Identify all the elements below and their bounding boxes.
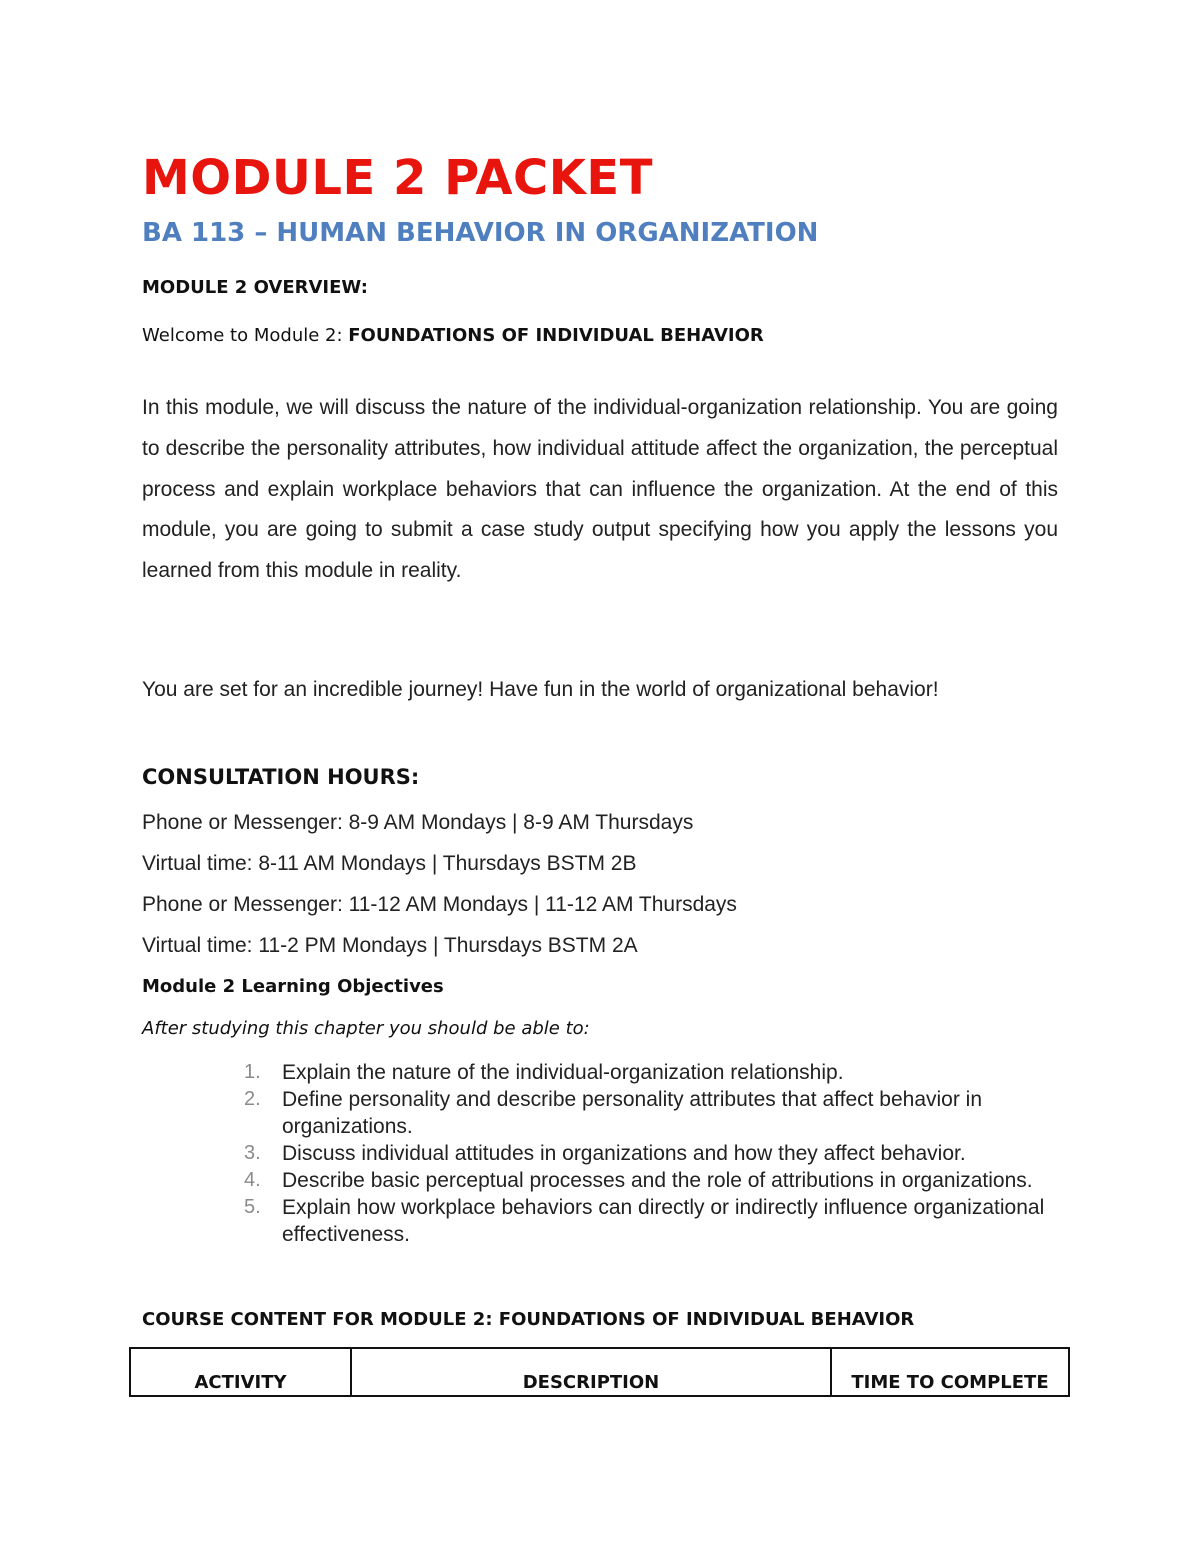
objective-item <box>240 1086 1060 1140</box>
overview-heading: MODULE 2 OVERVIEW: <box>142 277 368 298</box>
course-subtitle: BA 113 – HUMAN BEHAVIOR IN ORGANIZATION <box>142 218 819 248</box>
objective-number: 3. <box>244 1142 261 1164</box>
column-header-time: TIME TO COMPLETE <box>831 1348 1069 1396</box>
consultation-item: Phone or Messenger: 8-9 AM Mondays | 8-9 AM Thursdays <box>142 811 694 834</box>
objective-number: 4. <box>244 1169 261 1191</box>
objective-item <box>240 1059 1060 1086</box>
consultation-item: Phone or Messenger: 11-12 AM Mondays | 11-12 AM Thursdays <box>142 893 737 916</box>
column-header-description: DESCRIPTION <box>351 1348 831 1396</box>
objective-number: 1. <box>244 1061 261 1083</box>
welcome-prefix: Welcome to Module 2: <box>142 325 349 346</box>
consultation-heading: CONSULTATION HOURS: <box>142 765 420 789</box>
intro-paragraph: In this module, we will discuss the nature of the individual-organization relationship. You are going to describe the personality attributes, how individual attitude affect the organization, the perceptual process and explain workplace behaviors that can influence the organization. At the end of this module, you are going to submit a case study output specifying how you apply the lessons you learned from this module in reality. <box>142 396 1058 583</box>
course-content-table <box>129 1347 1070 1397</box>
consultation-list <box>142 808 737 972</box>
column-header-activity: ACTIVITY <box>130 1348 351 1396</box>
page-title: MODULE 2 PACKET <box>142 150 653 206</box>
course-content-heading: COURSE CONTENT FOR MODULE 2: FOUNDATIONS OF INDIVIDUAL BEHAVIOR <box>142 1309 915 1330</box>
objective-text: Define personality and describe personality attributes that affect behavior in organizations. <box>282 1088 983 1138</box>
consultation-item: Virtual time: 11-2 PM Mondays | Thursdays BSTM 2A <box>142 934 638 957</box>
table-header-row <box>130 1348 1069 1396</box>
objective-number: 2. <box>244 1088 261 1110</box>
welcome-line <box>142 325 764 346</box>
objectives-heading: Module 2 Learning Objectives <box>142 976 444 997</box>
module-topic: FOUNDATIONS OF INDIVIDUAL BEHAVIOR <box>348 325 764 346</box>
objective-item <box>240 1194 1060 1248</box>
objective-text: Explain the nature of the individual-organization relationship. <box>282 1061 844 1084</box>
objective-text: Describe basic perceptual processes and the role of attributions in organizations. <box>282 1169 1033 1192</box>
objective-item <box>240 1140 1060 1167</box>
consultation-item: Virtual time: 8-11 AM Mondays | Thursdays BSTM 2B <box>142 852 637 875</box>
objectives-intro: After studying this chapter you should be able to: <box>142 1018 590 1039</box>
journey-paragraph: You are set for an incredible journey! Have fun in the world of organizational behavior! <box>142 678 939 701</box>
objectives-list <box>240 1059 1060 1248</box>
objective-item <box>240 1167 1060 1194</box>
objective-text: Discuss individual attitudes in organizations and how they affect behavior. <box>282 1142 966 1165</box>
objective-number: 5. <box>244 1196 261 1218</box>
objective-text: Explain how workplace behaviors can directly or indirectly influence organizational effectiveness. <box>282 1196 1045 1246</box>
